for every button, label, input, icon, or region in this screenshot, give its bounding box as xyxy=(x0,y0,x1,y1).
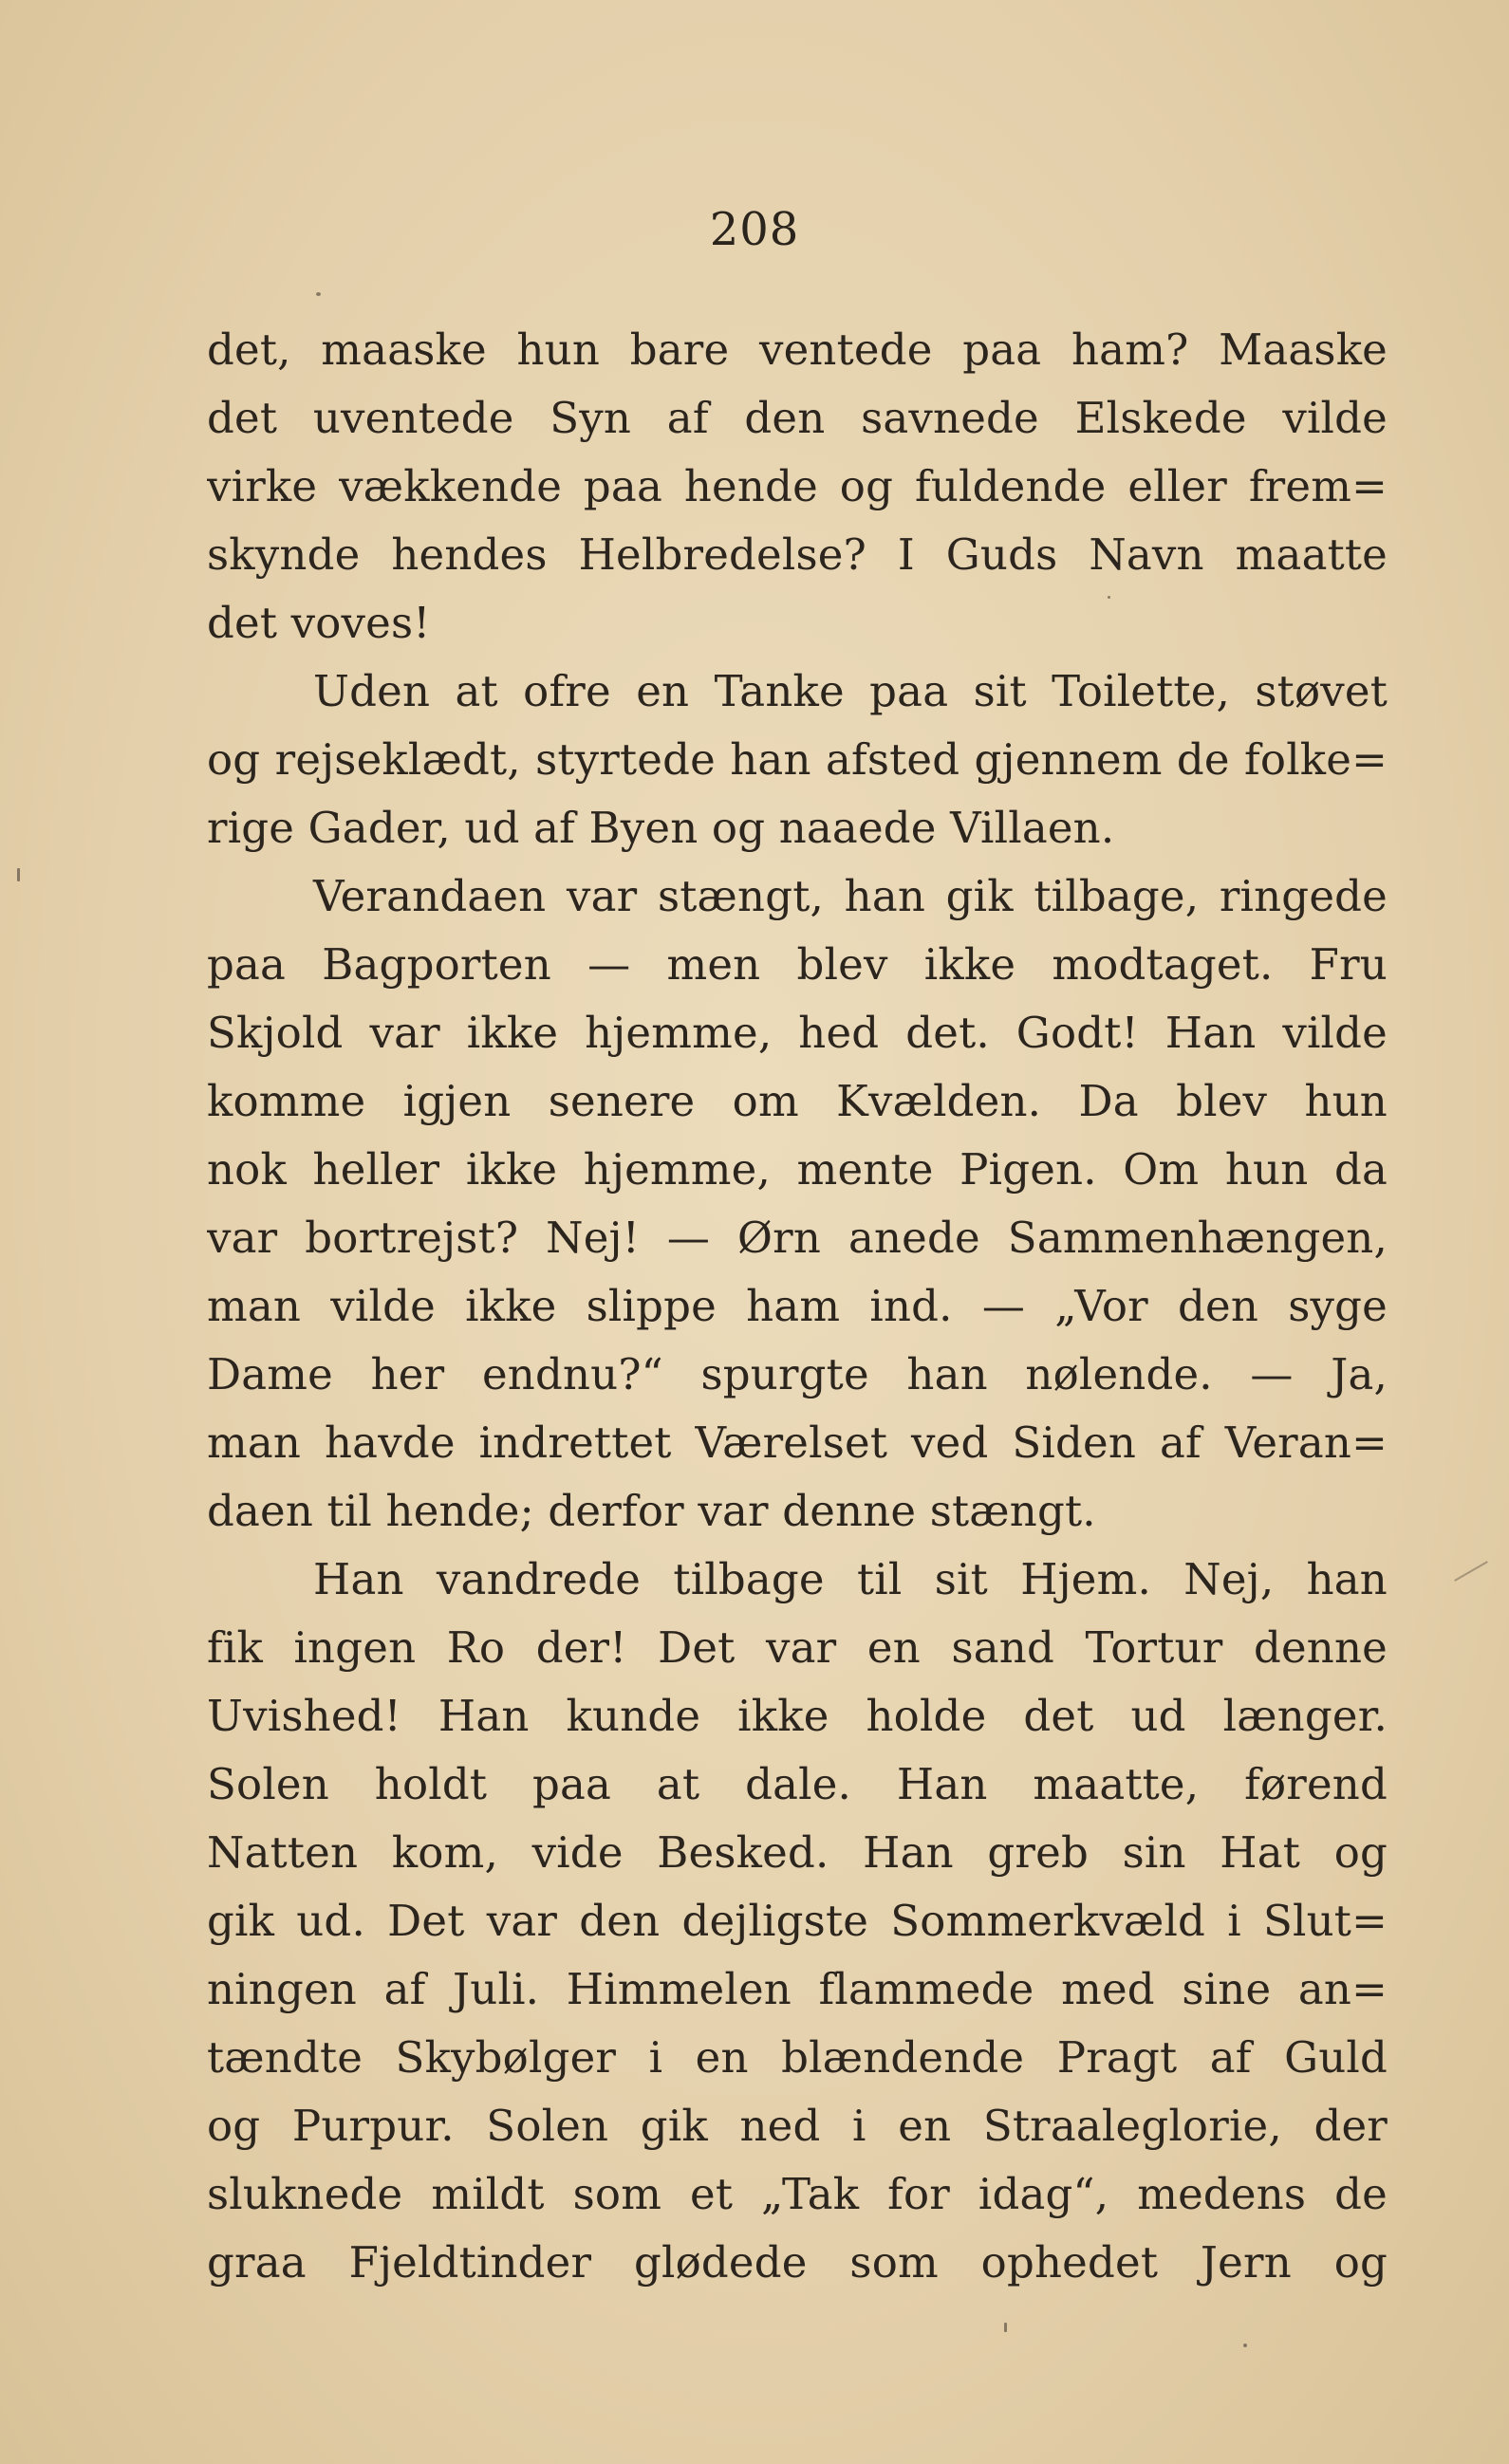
edge-mark xyxy=(1454,1561,1488,1582)
text-line: nok heller ikke hjemme, mente Pigen. Om hun da xyxy=(207,1144,1388,1195)
text-line: Skjold var ikke hjemme, hed det. Godt! Han vilde xyxy=(207,1008,1388,1058)
text-line: Han vandrede tilbage til sit Hjem. Nej, han xyxy=(313,1554,1388,1604)
text-line: komme igjen senere om Kvælden. Da blev hun xyxy=(207,1076,1388,1126)
paper-speck xyxy=(316,292,321,296)
paper-speck xyxy=(17,868,20,881)
text-line: Solen holdt paa at dale. Han maatte, førend xyxy=(207,1759,1388,1809)
text-line: det voves! xyxy=(207,598,431,648)
text-line: Dame her endnu?“ spurgte han nølende. — Ja, xyxy=(207,1349,1388,1399)
text-line: og rejseklædt, styrtede han afsted gjennem de folke= xyxy=(207,734,1388,785)
text-line: graa Fjeldtinder glødede som ophedet Jern og xyxy=(207,2237,1388,2288)
text-line: og Purpur. Solen gik ned i en Straaleglorie, der xyxy=(207,2101,1388,2151)
text-line: gik ud. Det var den dejligste Sommerkvæld i Slut= xyxy=(207,1896,1388,1946)
text-line: det, maaske hun bare ventede paa ham? Maaske xyxy=(207,324,1388,375)
text-line: man havde indrettet Værelset ved Siden af Veran= xyxy=(207,1417,1388,1468)
text-line: rige Gader, ud af Byen og naaede Villaen. xyxy=(207,803,1115,853)
body-text xyxy=(207,316,1388,2297)
text-line: virke vækkende paa hende og fuldende eller frem= xyxy=(207,461,1388,511)
text-line: var bortrejst? Nej! — Ørn anede Sammenhængen, xyxy=(207,1213,1388,1263)
paper-speck xyxy=(1108,596,1110,599)
text-line: daen til hende; derfor var denne stængt. xyxy=(207,1486,1096,1536)
text-line: Verandaen var stængt, han gik tilbage, ringede xyxy=(313,871,1388,921)
text-line: fik ingen Ro der! Det var en sand Tortur denne xyxy=(207,1622,1388,1673)
text-line: sluknede mildt som et „Tak for idag“, medens de xyxy=(207,2169,1388,2219)
text-line: Uvished! Han kunde ikke holde det ud længer. xyxy=(207,1691,1388,1741)
text-line: tændte Skybølger i en blændende Pragt af Guld xyxy=(207,2032,1388,2083)
text-line: Uden at ofre en Tanke paa sit Toilette, støvet xyxy=(313,666,1388,716)
text-line: det uventede Syn af den savnede Elskede vilde xyxy=(207,393,1388,443)
text-line: skynde hendes Helbredelse? I Guds Navn maatte xyxy=(207,529,1388,580)
text-line: man vilde ikke slippe ham ind. — „Vor den syge xyxy=(207,1281,1388,1331)
page-number: 208 xyxy=(709,203,800,256)
paper-speck xyxy=(1004,2323,1007,2332)
text-line: paa Bagporten — men blev ikke modtaget. Fru xyxy=(207,939,1388,990)
text-line: Natten kom, vide Besked. Han greb sin Hat og xyxy=(207,1827,1388,1878)
paper-speck xyxy=(1243,2344,1247,2347)
text-line: ningen af Juli. Himmelen flammede med sine an= xyxy=(207,1964,1388,2014)
